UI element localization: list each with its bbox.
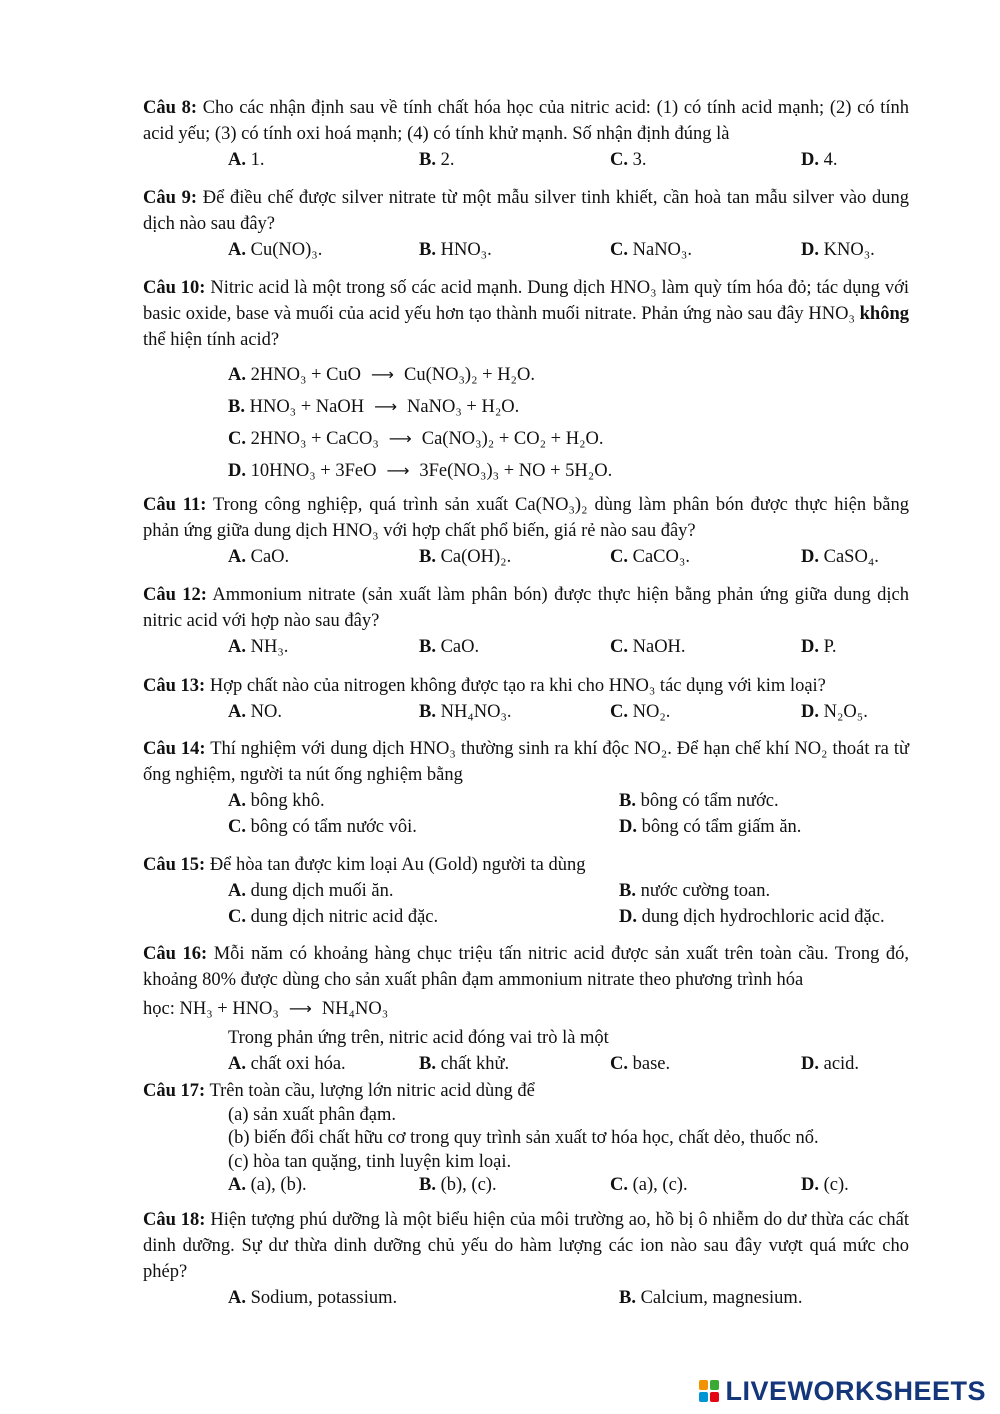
question-label: Câu 18: (143, 1210, 206, 1230)
reaction-arrow-icon: ⟶ (386, 461, 410, 480)
option-c[interactable]: C. (a), (c). (610, 1175, 688, 1195)
question-label: Câu 14: (143, 739, 206, 759)
option-d[interactable]: D. N₂O₅. (801, 702, 868, 722)
question-text-end: thể hiện tính acid? (143, 330, 280, 350)
answer-row (143, 544, 909, 570)
question-15 (143, 852, 909, 930)
question-label: Câu 11: (143, 495, 207, 515)
question-label: Câu 10: (143, 278, 206, 298)
equation-options (143, 353, 909, 487)
option-c[interactable]: C. CaCO₃. (610, 547, 690, 567)
option-c[interactable]: C. dung dịch nitric acid đặc. (228, 907, 439, 927)
question-text: Mỗi năm có khoảng hàng chục triệu tấn nitric acid được sản xuất trên toàn cầu. Trong đó, khoảng 80% được dùng cho sản xuất phân đạm ammonium nitrate theo phương trình hóa (143, 944, 910, 990)
option-a[interactable]: A. 2HNO₃ + CuO ⟶ Cu(NO₃)₂ + H₂O. (143, 359, 909, 391)
option-c[interactable]: C. NO₂. (610, 702, 671, 722)
logo-text: LIVEWORKSHEETS (725, 1375, 986, 1406)
option-a[interactable]: A. 1. (228, 150, 265, 170)
option-d[interactable]: D. 10HNO₃ + 3FeO ⟶ 3Fe(NO₃)₃ + NO + 5H₂O. (143, 455, 909, 487)
answer-row (143, 904, 909, 930)
answer-row (143, 1285, 909, 1311)
question-text: Hiện tượng phú dưỡng là một biểu hiện của môi trường ao, hồ bị ô nhiễm do dư thừa các chất dinh dưỡng. Sự dư thừa dinh dưỡng chủ yếu do hàm lượng các ion nào sau đây vượt quá mức cho phép? (143, 1210, 910, 1282)
answer-row (143, 147, 909, 173)
equation-line: học: NH₃ + HNO₃ ⟶ NH₄NO₃ (143, 993, 909, 1025)
option-c[interactable]: C. 3. (610, 150, 647, 170)
option-d[interactable]: D. KNO₃. (801, 240, 875, 260)
answer-row (143, 1051, 909, 1077)
option-b[interactable]: B. 2. (419, 150, 455, 170)
question-label: Câu 8: (143, 98, 197, 118)
question-label: Câu 12: (143, 585, 207, 605)
option-d[interactable]: D. acid. (801, 1054, 860, 1074)
question-text: Hợp chất nào của nitrogen không được tạo ra khi cho HNO₃ tác dụng với kim loại? (209, 676, 826, 696)
option-a[interactable]: A. Sodium, potassium. (228, 1288, 398, 1308)
option-d[interactable]: D. (c). (801, 1175, 849, 1195)
answer-row (143, 878, 909, 904)
statement-item: (a) sản xuất phân đạm. (228, 1104, 396, 1125)
option-d[interactable]: D. P. (801, 637, 837, 657)
answer-row (143, 237, 909, 263)
option-a[interactable]: A. CaO. (228, 547, 290, 567)
answer-row (143, 814, 909, 840)
option-b[interactable]: B. nước cường toan. (619, 881, 771, 901)
question-label: Câu 17: (143, 1081, 206, 1101)
question-label: Câu 15: (143, 855, 206, 875)
option-a[interactable]: A. bông khô. (228, 791, 325, 811)
option-c[interactable]: C. bông có tẩm nước vôi. (228, 817, 417, 837)
reaction-arrow-icon: ⟶ (374, 397, 398, 416)
question-text: Ammonium nitrate (sản xuất làm phân bón) được thực hiện bằng phản ứng giữa dung dịch nitric acid với hợp nào sau đây? (143, 585, 910, 631)
option-a[interactable]: A. dung dịch muối ăn. (228, 881, 394, 901)
reaction-arrow-icon: ⟶ (288, 999, 312, 1018)
option-b[interactable]: B. (b), (c). (419, 1175, 497, 1195)
answer-row (143, 1174, 909, 1198)
question-9 (143, 185, 909, 263)
option-b[interactable]: B. HNO₃ + NaOH ⟶ NaNO₃ + H₂O. (143, 391, 909, 423)
option-c[interactable]: C. NaOH. (610, 637, 686, 657)
option-a[interactable]: A. Cu(NO)₃. (228, 240, 323, 260)
question-10 (143, 275, 909, 487)
statement-item: (c) hòa tan quặng, tinh luyện kim loại. (228, 1151, 512, 1172)
answer-row (143, 788, 909, 814)
statement-item: (b) biến đổi chất hữu cơ trong quy trình sản xuất tơ hóa học, chất dẻo, thuốc nổ. (228, 1128, 819, 1148)
question-8 (143, 95, 909, 173)
reaction-arrow-icon: ⟶ (371, 365, 394, 384)
question-16 (143, 941, 909, 1077)
option-a[interactable]: A. NH₃. (228, 637, 289, 657)
option-c[interactable]: C. base. (610, 1054, 671, 1074)
question-text: Để điều chế được silver nitrate từ một mẫu silver tinh khiết, cần hoà tan mẫu silver vào dung dịch nào sau đây? (143, 188, 909, 234)
option-b[interactable]: B. Calcium, magnesium. (619, 1288, 803, 1308)
option-d[interactable]: D. bông có tẩm giấm ăn. (619, 817, 802, 837)
option-d[interactable]: D. dung dịch hydrochloric acid đặc. (619, 907, 885, 927)
question-text: Nitric acid là một trong số các acid mạnh. Dung dịch HNO₃ làm quỳ tím hóa đỏ; tác dụng với basic oxide, base và muối của acid yếu hơn tạo thành muối nitrate. Phản ứng nào sau đây HNO₃ (143, 278, 909, 324)
option-a[interactable]: A. (a), (b). (228, 1175, 307, 1195)
option-d[interactable]: D. 4. (801, 150, 838, 170)
reaction-arrow-icon: ⟶ (388, 429, 412, 448)
question-label: Câu 13: (143, 676, 206, 696)
option-c[interactable]: C. NaNO₃. (610, 240, 692, 260)
option-b[interactable]: B. NH₄NO₃. (419, 702, 512, 722)
option-b[interactable]: B. chất khử. (419, 1054, 510, 1074)
question-text: Thí nghiệm với dung dịch HNO₃ thường sinh ra khí độc NO₂. Để hạn chế khí NO₂ thoát ra từ ống nghiệm, người ta nút ống nghiệm bằng (143, 739, 909, 785)
question-label: Câu 16: (143, 944, 208, 964)
answer-row (143, 699, 909, 725)
question-text: Trong công nghiệp, quá trình sản xuất Ca(NO₃)₂ dùng làm phân bón được thực hiện bằng phản ứng giữa dung dịch HNO₃ với hợp chất phổ biến, giá rẻ nào sau đây? (143, 495, 909, 541)
option-b[interactable]: B. HNO₃. (419, 240, 492, 260)
question-18 (143, 1207, 909, 1311)
question-13 (143, 673, 909, 725)
question-text: Cho các nhận định sau về tính chất hóa học của nitric acid: (1) có tính acid mạnh; (2) có tính acid yếu; (3) có tính oxi hoá mạnh; (4) có tính khử mạnh. Số nhận định đúng là (143, 98, 910, 144)
question-emphasis: không (859, 304, 909, 324)
option-a[interactable]: A. chất oxi hóa. (228, 1054, 346, 1074)
question-text: Để hòa tan được kim loại Au (Gold) người ta dùng (209, 855, 586, 875)
question-11 (143, 492, 909, 570)
question-12 (143, 582, 909, 660)
liveworksheets-logo[interactable] (699, 1374, 986, 1408)
option-a[interactable]: A. NO. (228, 702, 282, 722)
question-stem: Trong phản ứng trên, nitric acid đóng vai trò là một (228, 1028, 609, 1048)
question-14 (143, 736, 909, 840)
option-d[interactable]: D. CaSO₄. (801, 547, 879, 567)
option-b[interactable]: B. Ca(OH)₂. (419, 547, 512, 567)
option-c[interactable]: C. 2HNO₃ + CaCO₃ ⟶ Ca(NO₃)₂ + CO₂ + H₂O. (143, 423, 909, 455)
question-17 (143, 1080, 909, 1198)
question-label: Câu 9: (143, 188, 198, 208)
option-b[interactable]: B. CaO. (419, 637, 480, 657)
liveworksheets-icon (699, 1380, 719, 1402)
question-text: Trên toàn cầu, lượng lớn nitric acid dùng để (209, 1081, 535, 1101)
option-b[interactable]: B. bông có tẩm nước. (619, 791, 779, 811)
answer-row (143, 634, 909, 660)
